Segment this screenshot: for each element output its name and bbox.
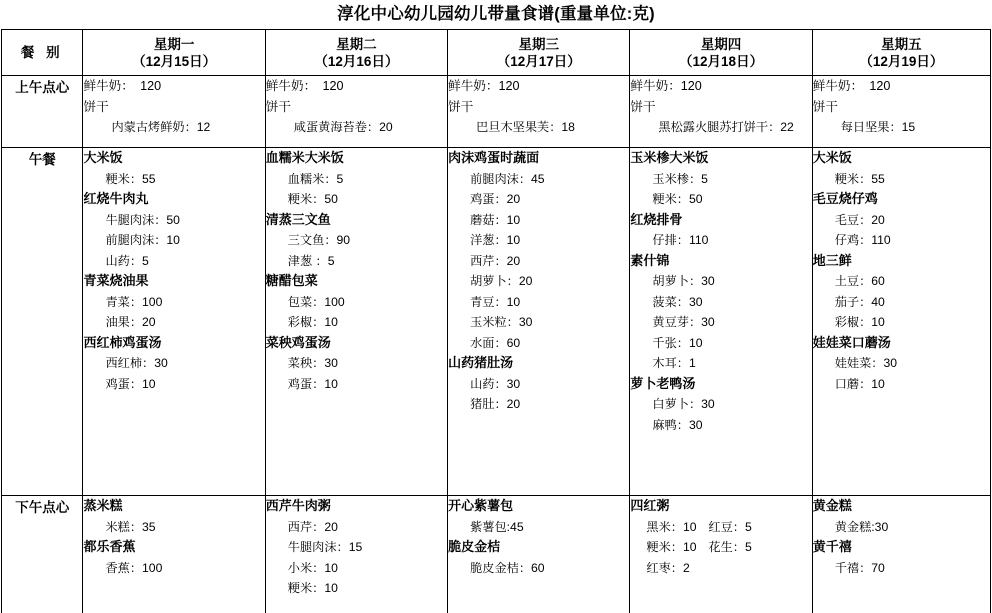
ingredient-item: 山药：30 — [470, 376, 521, 391]
ingredient-item: 油果：20 — [105, 315, 156, 329]
ingredient-item: 前腿肉沫：10 — [105, 233, 180, 247]
cell-lunch-thu — [630, 148, 812, 496]
dish-name: 肉沫鸡蛋时蔬面 — [448, 150, 540, 165]
ingredient-item: 米糕：35 — [105, 519, 156, 534]
cell-afternoon-snack-wed — [448, 496, 630, 613]
cell-lunch-tue — [265, 148, 447, 496]
ingredient-item: 西红柿：30 — [105, 356, 168, 370]
ingredient-item: 青豆：10 — [470, 294, 521, 309]
ingredient-item: 口蘑：10 — [834, 376, 885, 391]
ingredient-item: 包菜：100 — [287, 294, 345, 309]
ingredient-item: 前腿肉沫：45 — [470, 171, 545, 186]
snack-line: 饼干 — [265, 99, 291, 114]
ingredient-item: 猪肚：20 — [470, 397, 521, 411]
cell-morning-snack-wed — [448, 76, 630, 148]
dish-name: 黄千禧 — [812, 539, 852, 554]
dish-name: 红烧排骨 — [630, 211, 683, 227]
day-name: 星期二 — [336, 36, 377, 52]
ingredient-item: 花生：5 — [708, 540, 752, 554]
ingredient-item: 西芹：20 — [470, 253, 521, 268]
header-day-4 — [812, 30, 990, 76]
ingredient-item: 麻鸭：30 — [652, 417, 703, 432]
ingredient-item: 仔鸡：110 — [834, 233, 891, 247]
ingredient-item: 仔排：110 — [652, 233, 709, 247]
dish-name: 青菜烧油果 — [83, 273, 149, 288]
dish-name: 萝卜老鸭汤 — [630, 375, 696, 391]
ingredient-item: 彩椒：10 — [834, 315, 885, 329]
dish-name: 菜秧鸡蛋汤 — [265, 334, 331, 350]
dish-name: 大米饭 — [83, 150, 123, 165]
ingredient-item: 千张：10 — [652, 335, 703, 350]
header-day-0 — [83, 30, 265, 76]
ingredient-item: 鸡蛋：20 — [470, 192, 521, 206]
ingredient-item: 菜秧：30 — [287, 356, 338, 370]
ingredient-item: 粳米：55 — [105, 171, 156, 186]
dish-name: 红烧牛肉丸 — [83, 191, 149, 206]
ingredient-item: 玉米椮：5 — [652, 171, 708, 186]
snack-item: 咸蛋黄海苔卷：20 — [293, 120, 393, 134]
ingredient-item: 牛腿肉沫：50 — [105, 212, 180, 227]
ingredient-item: 胡萝卜：30 — [652, 274, 715, 288]
cell-lunch-fri — [812, 148, 990, 496]
ingredient-item: 玉米粒：30 — [470, 315, 533, 329]
dish-name: 脆皮金桔 — [448, 539, 501, 554]
ingredient-pair — [630, 517, 811, 538]
snack-line: 鲜牛奶： 120 — [812, 79, 891, 93]
cell-morning-snack-fri — [812, 76, 990, 148]
ingredient-item: 土豆：60 — [834, 274, 885, 288]
row-afternoon-snack — [2, 496, 991, 613]
snack-line: 饼干 — [812, 99, 838, 114]
header-meal-column — [2, 30, 83, 76]
snack-line: 饼干 — [83, 99, 109, 114]
cell-afternoon-snack-tue — [265, 496, 447, 613]
weekly-menu-table — [1, 29, 991, 613]
ingredient-item: 彩椒：10 — [287, 315, 338, 329]
dish-name: 开心紫薯包 — [448, 498, 514, 513]
ingredient-item: 黑米：10 — [646, 519, 697, 534]
ingredient-item: 娃娃菜：30 — [834, 356, 898, 370]
ingredient-item: 鸡蛋：10 — [287, 376, 338, 391]
dish-name: 都乐香蕉 — [83, 539, 136, 554]
meal-label-morning-snack: 上午点心 — [2, 76, 83, 148]
ingredient-item: 牛腿肉沫：15 — [287, 540, 363, 554]
dish-name: 毛豆烧仔鸡 — [812, 191, 878, 206]
table-header-row — [2, 30, 991, 76]
ingredient-item: 胡萝卜：20 — [470, 274, 533, 288]
ingredient-pair — [630, 537, 811, 558]
snack-line: 鲜牛奶：120 — [630, 79, 702, 93]
ingredient-item: 毛豆：20 — [834, 212, 885, 227]
ingredient-item: 血糯米：5 — [287, 171, 344, 186]
snack-item: 每日坚果：15 — [840, 120, 916, 134]
day-date: （12月19日） — [859, 53, 944, 69]
day-name: 星期三 — [518, 36, 559, 52]
cell-morning-snack-tue — [265, 76, 447, 148]
dish-name: 清蒸三文鱼 — [265, 211, 331, 227]
day-date: （12月15日） — [132, 53, 217, 69]
snack-line: 鲜牛奶：120 — [448, 79, 520, 93]
snack-line: 鲜牛奶： 120 — [265, 79, 344, 93]
dish-name: 西红柿鸡蛋汤 — [83, 334, 162, 350]
ingredient-item: 紫薯包:45 — [470, 519, 524, 534]
meal-label-afternoon-snack: 下午点心 — [2, 496, 83, 613]
cell-morning-snack-thu — [630, 76, 812, 148]
day-date: （12月18日） — [679, 53, 764, 69]
ingredient-item: 红豆：5 — [708, 519, 752, 534]
dish-name: 大米饭 — [812, 150, 852, 165]
snack-line: 饼干 — [448, 99, 474, 114]
dish-name: 玉米椮大米饭 — [630, 150, 709, 165]
snack-item: 黑松露火腿苏打饼干：22 — [658, 120, 794, 134]
meal-col-label: 餐 别 — [20, 45, 64, 60]
cell-afternoon-snack-mon — [83, 496, 265, 613]
dish-name: 娃娃菜口蘑汤 — [812, 334, 891, 350]
ingredient-item: 粳米：10 — [646, 540, 697, 554]
day-name: 星期四 — [700, 36, 742, 52]
cell-lunch-wed — [448, 148, 630, 496]
ingredient-item: 红枣：2 — [646, 560, 690, 575]
ingredient-item: 黄豆芽：30 — [652, 315, 715, 329]
ingredient-item: 水面：60 — [470, 335, 521, 350]
ingredient-item: 粳米：50 — [287, 192, 338, 206]
ingredient-item: 香蕉：100 — [105, 560, 163, 575]
ingredient-item: 粳米：50 — [652, 192, 703, 206]
cell-lunch-mon — [83, 148, 265, 496]
cell-afternoon-snack-fri — [812, 496, 990, 613]
ingredient-item: 小米：10 — [287, 560, 338, 575]
ingredient-item: 木耳：1 — [652, 356, 696, 370]
header-day-2 — [448, 30, 630, 76]
cell-afternoon-snack-thu — [630, 496, 812, 613]
ingredient-item: 山药：5 — [105, 253, 149, 268]
snack-line: 鲜牛奶： 120 — [83, 79, 162, 93]
dish-name: 蒸米糕 — [83, 498, 123, 513]
snack-line: 饼干 — [630, 99, 656, 114]
dish-name: 西芹牛肉粥 — [265, 498, 331, 513]
dish-name: 地三鲜 — [812, 252, 852, 268]
day-date: （12月16日） — [314, 53, 399, 69]
ingredient-item: 青菜：100 — [105, 294, 163, 309]
ingredient-item: 脆皮金桔：60 — [470, 560, 545, 575]
day-name: 星期五 — [881, 36, 922, 52]
dish-name: 血糯米大米饭 — [265, 150, 344, 165]
ingredient-item: 三文鱼：90 — [287, 233, 351, 247]
ingredient-item: 西芹：20 — [287, 519, 338, 534]
dish-name: 山药猪肚汤 — [448, 355, 514, 370]
dish-name: 四红粥 — [630, 498, 670, 513]
ingredient-item: 千禧：70 — [834, 560, 885, 575]
day-date: （12月17日） — [496, 53, 581, 69]
ingredient-item: 菠菜：30 — [652, 294, 703, 309]
row-lunch — [2, 148, 991, 496]
snack-item: 巴旦木坚果芙：18 — [476, 120, 575, 134]
snack-item: 内蒙古烤鲜奶：12 — [111, 120, 211, 134]
ingredient-item: 鸡蛋：10 — [105, 376, 156, 391]
dish-name: 素什锦 — [630, 252, 670, 268]
ingredient-item: 津葱 ：5 — [287, 253, 335, 268]
ingredient-item: 白萝卜：30 — [652, 397, 715, 411]
ingredient-item: 洋葱：10 — [470, 233, 521, 247]
cell-morning-snack-mon — [83, 76, 265, 148]
meal-label-lunch: 午餐 — [2, 148, 83, 496]
ingredient-item: 蘑菇：10 — [470, 212, 521, 227]
day-name: 星期一 — [153, 36, 195, 52]
dish-name: 黄金糕 — [812, 498, 852, 513]
ingredient-item: 黄金糕:30 — [834, 519, 889, 534]
row-morning-snack — [2, 76, 991, 148]
dish-name: 糖醋包菜 — [265, 273, 318, 288]
ingredient-pair — [630, 558, 811, 579]
header-day-1 — [265, 30, 447, 76]
ingredient-item: 茄子：40 — [834, 294, 885, 309]
page-title: 淳化中心幼儿园幼儿带量食谱(重量单位:克) — [337, 5, 655, 23]
header-day-3 — [630, 30, 812, 76]
ingredient-item: 粳米：55 — [834, 171, 885, 186]
ingredient-item: 粳米：10 — [287, 581, 338, 595]
